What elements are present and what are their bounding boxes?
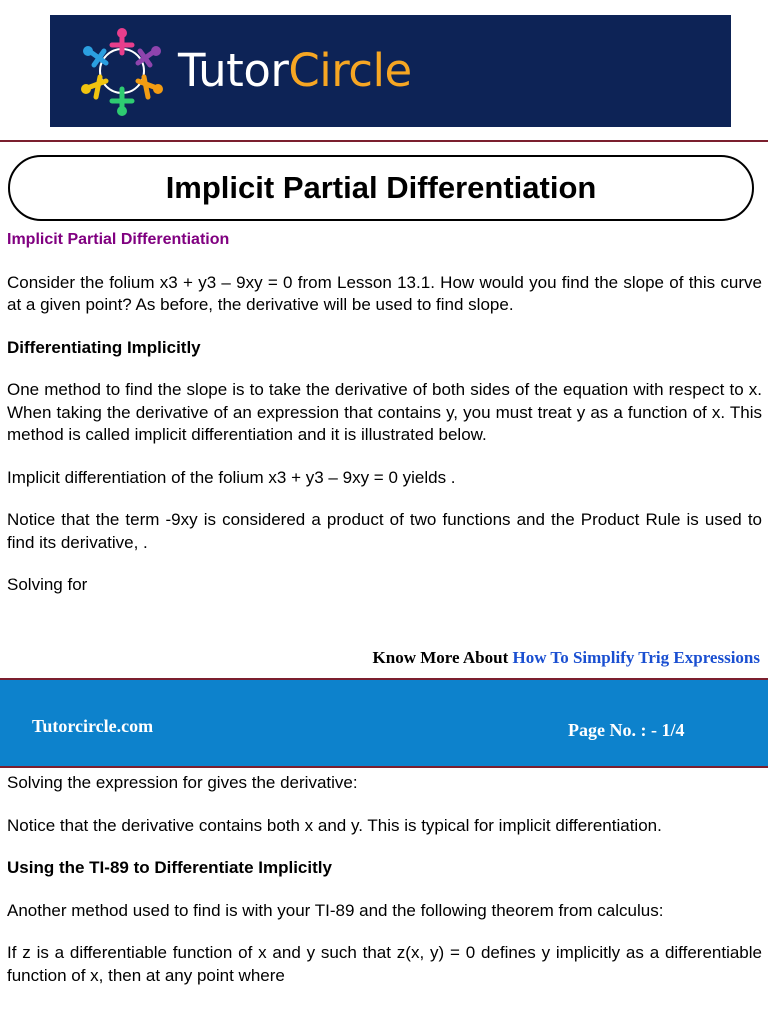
section-heading: Using the TI-89 to Differentiate Implicitly [7, 858, 332, 877]
paragraph: Notice that the term -9xy is considered a product of two functions and the Product Rule is used to find its derivative, . [7, 510, 762, 552]
logo-wordmark [178, 43, 412, 99]
know-more-line [373, 648, 760, 668]
know-more-link[interactable]: How To Simplify Trig Expressions [512, 648, 760, 667]
paragraph: Solving for [7, 575, 88, 594]
page-title: Implicit Partial Differentiation [165, 170, 597, 205]
logo-word-tutor: Tutor [178, 44, 289, 97]
top-divider [0, 140, 768, 142]
logo-word-circle: Circle [288, 44, 412, 97]
paragraph: Notice that the derivative contains both x and y. This is typical for implicit differentiation. [7, 815, 662, 835]
paragraph: One method to find the slope is to take the derivative of both sides of the equation with respect to x. When taking the derivative of an expression that contains y, you must treat y as a function of x. This method is called implicit differentiation and it is illustrated below. [7, 380, 762, 444]
section-heading: Differentiating Implicitly [7, 337, 201, 357]
paragraph: Solving the expression for gives the derivative: [7, 773, 358, 792]
page2-content [7, 772, 762, 987]
paragraph: Consider the folium x3 + y3 – 9xy = 0 from Lesson 13.1. How would you find the slope of this curve at a given point? As before, the derivative will be used to find slope. [7, 272, 762, 314]
page-number: Page No. : - 1/4 [568, 720, 685, 740]
paragraph: Implicit differentiation of the folium x3 + y3 – 9xy = 0 yields . [7, 467, 456, 487]
tutorcircle-logo-icon [72, 25, 172, 117]
logo-banner [50, 15, 731, 127]
title-box [8, 155, 754, 221]
section-subtitle: Implicit Partial Differentiation [7, 231, 230, 248]
paragraph: Another method used to find is with your TI-89 and the following theorem from calculus: [7, 900, 664, 920]
footer-site-link[interactable]: Tutorcircle.com [32, 716, 154, 736]
page-footer [0, 678, 768, 768]
page1-content [7, 229, 762, 597]
know-more-label: Know More About [372, 648, 509, 667]
paragraph: If z is a differentiable function of x and y such that z(x, y) = 0 defines y implicitly as a differentiable function of x, then at any point where [7, 943, 762, 985]
